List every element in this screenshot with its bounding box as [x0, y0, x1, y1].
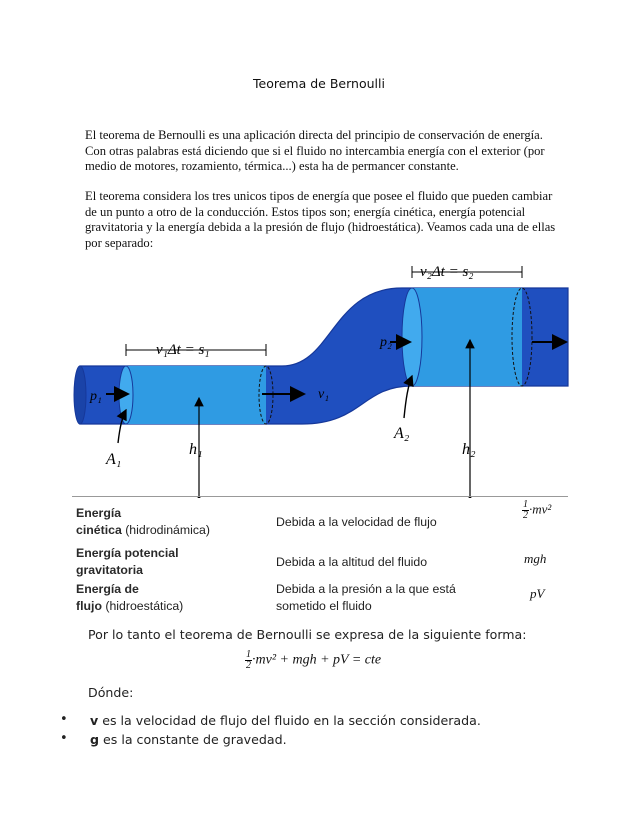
- bernoulli-equation: $\frac{1}{2}\cdot mv^2$ + mgh + pV = cte: [246, 649, 382, 671]
- ground-line: [72, 496, 568, 497]
- energy-row-potential-term: Energía potencial gravitatoria: [76, 546, 179, 577]
- energy-row-flow-desc: Debida a la presión a la que está sometido el fluido: [276, 582, 456, 613]
- v1-label: v₁: [318, 387, 330, 402]
- energy-row-kinetic-formula: $\frac{1}{2}\cdot mv^2$: [523, 499, 552, 521]
- energy-row-kinetic-term: Energía cinética (hidrodinámica): [76, 506, 210, 537]
- donde-label: Dónde:: [88, 685, 134, 700]
- summary-text: Por lo tanto el teorema de Bernoulli se expresa de la siguiente forma:: [88, 627, 527, 642]
- p1-label: p₁: [90, 389, 102, 404]
- energy-row-potential-desc: Debida a la altitud del fluido: [276, 555, 428, 569]
- list-item: • v es la velocidad de flujo del fluido en la sección considerada.: [66, 713, 481, 732]
- energy-row-potential-formula: mgh: [524, 551, 547, 566]
- A2-label: A₂: [394, 425, 410, 442]
- bernoulli-pipe-diagram: [72, 258, 572, 498]
- s1-label: v₁Δt = s₁: [156, 342, 210, 358]
- s2-label: v₂Δt = s₂: [420, 264, 474, 280]
- h1-label: h₁: [189, 441, 203, 458]
- fluid-parcel-1: [126, 366, 266, 424]
- energy-row-kinetic-desc: Debida a la velocidad de flujo: [276, 515, 437, 529]
- fluid-parcel-2: [412, 288, 522, 386]
- h2-label: h₂: [462, 441, 476, 458]
- energy-row-flow-formula: pV: [530, 586, 545, 601]
- A1-label: A₁: [106, 451, 122, 468]
- list-item: • g es la constante de gravedad.: [66, 732, 481, 751]
- variable-list: [66, 713, 481, 751]
- page-title: Teorema de Bernoulli: [253, 76, 385, 91]
- pipe-left-end: [74, 366, 86, 424]
- p2-label: p₂: [380, 335, 392, 350]
- energy-row-flow-term: Energía de flujo (hidroestática): [76, 582, 184, 613]
- intro-paragraph: El teorema de Bernoulli es una aplicación directa del principio de conservación de energía. Con otras palabras está diciendo que si el fluido no intercambia energía con el exterior (por medio de motores, rozamiento, térmica...) esta ha de permancer constante.: [85, 128, 545, 173]
- energy-types-paragraph: El teorema considera los tres unicos tipos de energía que posee el fluido que pueden cambiar de un punto a otro de la conducción. Estos tipos son; energía cinética, energía potencial gravitatoria y la energía debida a la presión de flujo (hidroestática). Veamos cada una de ellas por separado:: [85, 189, 556, 250]
